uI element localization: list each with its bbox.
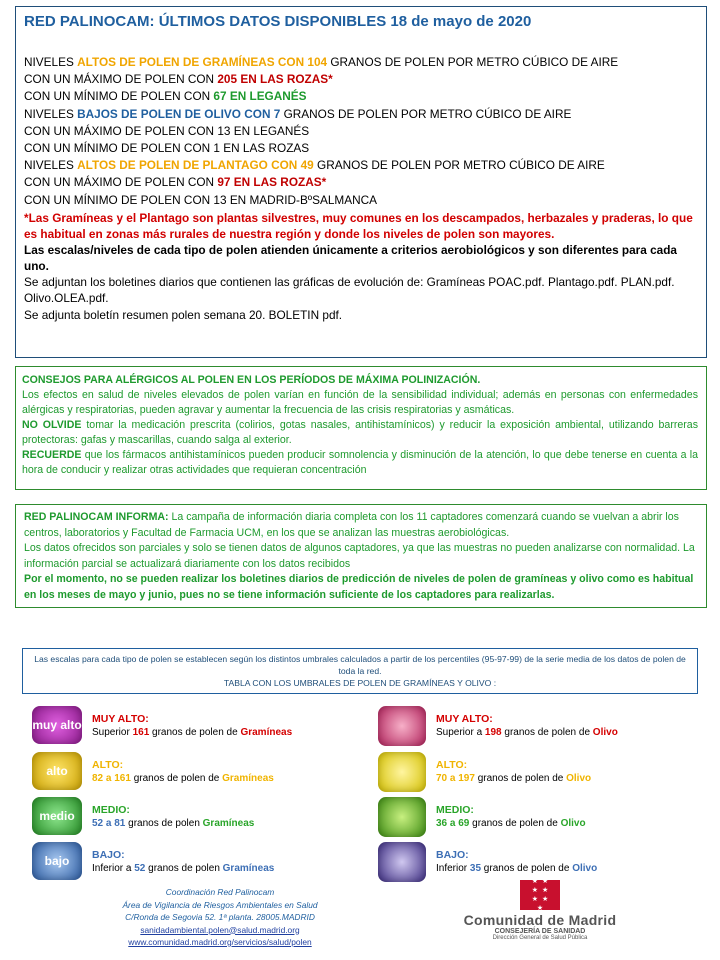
attachments-note: Se adjuntan los boletines diarios que contienen las gráficas de evolución de: Gramíneas POAC.pdf. Plantago.pdf. PLAN.pdf. Olivo.OLEA.pdf.	[24, 274, 675, 306]
level-text	[436, 752, 591, 786]
level-text	[92, 797, 254, 831]
text: CON UN MÍNIMO DE POLEN CON	[24, 89, 214, 104]
num: 82 a 161	[92, 773, 131, 784]
olivo-pollen-alto-icon	[378, 752, 426, 792]
pollen-alto-icon: alto	[32, 752, 82, 790]
text: La campaña de información diaria completa con los 11 captadores comenzará cuando se vuelvan a abrir los centros, laboratorios y Facultad de Farmacia UCM, en los que se analizan las muestras aerobiológicas.	[24, 511, 679, 539]
label: NO OLVIDE	[22, 419, 82, 431]
pollen-muy-alto-icon: muy alto	[32, 706, 82, 744]
info-paragraph	[24, 510, 698, 541]
t: granos de polen	[125, 818, 203, 829]
num: 35	[469, 863, 482, 874]
text: tomar la medicación prescrita (colirios, gotas nasales, antihistamínicos) y reducir la exposición ambiental, utilizando barreras protectoras: gafas y mascarillas, cuando salga al exterior.	[22, 419, 698, 446]
footer-line: Coordinación Red Palinocam	[165, 887, 275, 897]
advice-heading: CONSEJOS PARA ALÉRGICOS AL POLEN EN LOS PERÍODOS DE MÁXIMA POLINIZACIÓN.	[22, 374, 481, 386]
level-text	[436, 842, 597, 876]
plantago-min-line: CON UN MÍNIMO DE POLEN CON 13 EN MADRID-BºSALMANCA	[24, 192, 378, 207]
level-text	[92, 706, 292, 740]
olivo-min-line: CON UN MÍNIMO DE POLEN CON 1 EN LAS ROZAS	[24, 141, 310, 156]
t: Inferior a	[92, 863, 135, 874]
plant: Olivo	[572, 863, 598, 874]
highlight: ALTOS DE POLEN DE GRAMÍNEAS CON 104	[77, 55, 328, 69]
thresholds-text: Las escalas para cada tipo de polen se establecen según los distintos umbrales calculados a partir de los percentiles (95-97-99) de la serie media de los datos de polen de toda la red.	[34, 654, 686, 676]
allergy-advice-box	[15, 366, 707, 490]
num: 161	[132, 727, 150, 738]
logo-sub: CONSEJERÍA DE SANIDAD	[494, 928, 586, 935]
advice-paragraph	[22, 418, 698, 448]
olivo-level-line	[24, 106, 696, 123]
label: RECUERDE	[22, 449, 82, 461]
text: CON UN MÁXIMO DE POLEN CON	[24, 175, 218, 190]
highlight: 205 EN LAS ROZAS*	[217, 72, 333, 87]
text: que los fármacos antihistamínicos pueden producir somnolencia y disminución de la atención, lo que debe tenerse en cuenta a la hora de conducir y realizar otras actividades que requieran concentración	[22, 449, 698, 476]
t: granos de polen	[145, 863, 223, 874]
thresholds-note-box	[22, 648, 698, 694]
highlight: 97 EN LAS ROZAS*	[217, 175, 327, 190]
t: granos de polen de	[469, 818, 561, 829]
pollen-medio-icon: medio	[32, 797, 82, 835]
level-desc	[436, 817, 586, 831]
text: NIVELES	[24, 55, 78, 69]
level-title: BAJO:	[92, 849, 125, 861]
gram-level-alto	[32, 752, 274, 790]
t: granos de polen de	[501, 727, 593, 738]
level-text	[92, 752, 274, 786]
logo-name: Comunidad de Madrid	[463, 912, 617, 928]
plantago-max-line	[24, 174, 696, 191]
num: 70 a 197	[436, 773, 475, 784]
plant: Gramíneas	[202, 818, 255, 829]
olivo-level-bajo	[378, 842, 597, 882]
olivo-max-line: CON UN MÁXIMO DE POLEN CON 13 EN LEGANÉS	[24, 123, 310, 138]
plant: Gramíneas	[222, 863, 275, 874]
text: NIVELES	[24, 106, 78, 121]
plant: Olivo	[560, 818, 586, 829]
level-title: ALTO:	[92, 759, 124, 771]
t: granos de polen de	[474, 773, 567, 784]
comunidad-madrid-logo	[430, 880, 650, 941]
highlight: BAJOS DE POLEN DE OLIVO CON 7	[77, 106, 281, 121]
num: 36 a 69	[436, 818, 470, 829]
text: GRANOS DE POLEN POR METRO CÚBICO DE AIRE	[280, 106, 572, 121]
footer-line: Área de Vigilancia de Riesgos Ambientales en Salud	[122, 899, 318, 910]
level-desc	[92, 726, 292, 740]
footer-line: C/Ronda de Segovia 52. 1ª planta. 28005.MADRID	[125, 912, 315, 922]
gram-level-medio	[32, 797, 254, 835]
level-title: MUY ALTO:	[436, 713, 493, 725]
website-link[interactable]: www.comunidad.madrid.org/servicios/salud/polen	[128, 937, 312, 947]
level-title: MUY ALTO:	[92, 713, 149, 725]
olivo-level-muy-alto	[378, 706, 618, 746]
gram-level-bajo	[32, 842, 274, 880]
label: RED PALINOCAM INFORMA:	[24, 511, 169, 523]
gramineas-max-line	[24, 71, 696, 88]
contact-footer	[110, 886, 330, 949]
level-desc	[436, 772, 591, 786]
madrid-flag-icon: ★ ★ ★ ★ ★ ★ ★	[520, 880, 560, 910]
level-text	[436, 797, 586, 831]
t: granos de polen de	[149, 727, 241, 738]
advice-paragraph	[22, 448, 698, 478]
plantago-level-line	[24, 157, 696, 174]
olivo-pollen-muy-alto-icon	[378, 706, 426, 746]
plant: Gramíneas	[222, 773, 274, 784]
level-title: BAJO:	[436, 849, 469, 861]
level-desc	[436, 862, 597, 876]
t: granos de polen de	[130, 773, 223, 784]
plant: Gramíneas	[240, 727, 293, 738]
t: Inferior	[436, 863, 470, 874]
gramineas-min-line	[24, 88, 696, 105]
level-title: ALTO:	[436, 759, 468, 771]
olivo-level-alto	[378, 752, 591, 792]
level-desc	[92, 772, 274, 786]
level-title: MEDIO:	[92, 804, 130, 816]
t: Superior	[92, 727, 133, 738]
scales-note: Las escalas/niveles de cada tipo de polen atienden únicamente a criterios aerobiológicos y son diferentes para cada uno.	[24, 242, 677, 273]
olivo-pollen-bajo-icon	[378, 842, 426, 882]
gram-level-muy-alto	[32, 706, 292, 744]
highlight: 67 EN LEGANÉS	[213, 89, 307, 104]
logo-sub: Dirección General de Salud Pública	[492, 935, 588, 941]
t: Superior a	[436, 727, 485, 738]
text: CON UN MÁXIMO DE POLEN CON	[24, 72, 218, 87]
level-desc	[92, 862, 274, 876]
wild-plants-note: *Las Gramíneas y el Plantago son plantas silvestres, muy comunes en los descampados, herbazales y praderas, lo que es habitual en zonas más rurales de nuestra región y donde los niveles de polen son mayores.	[24, 210, 693, 241]
plant: Olivo	[566, 773, 592, 784]
gramineas-level-line	[24, 54, 696, 71]
num: 198	[484, 727, 502, 738]
pollen-bajo-icon: bajo	[32, 842, 82, 880]
email-link[interactable]: sanidadambiental.polen@salud.madrid.org	[140, 924, 300, 935]
t: granos de polen de	[481, 863, 573, 874]
advice-paragraph: Los efectos en salud de niveles elevados de polen varían en función de la sensibilidad individual; además en personas con enfermedades alérgicas y respiratorias, pueden agravar y aumentar la frecuencia de las crisis respiratorias y asmáticas.	[22, 389, 698, 416]
info-paragraph: Los datos ofrecidos son parciales y solo se tienen datos de algunos captadores, ya que las muestras no pueden analizarse con normalidad. La información parcial se actualizará diariamente con los datos recibidos	[24, 542, 695, 570]
olivo-level-medio	[378, 797, 586, 837]
page-title: RED PALINOCAM: ÚLTIMOS DATOS DISPONIBLES 18 de mayo de 2020	[24, 13, 532, 30]
olivo-pollen-medio-icon	[378, 797, 426, 837]
text: GRANOS DE POLEN POR METRO CÚBICO DE AIRE	[327, 55, 619, 69]
num: 52	[134, 863, 146, 874]
level-title: MEDIO:	[436, 804, 474, 816]
thresholds-table-title: TABLA CON LOS UMBRALES DE POLEN DE GRAMÍNEAS Y OLIVO :	[223, 678, 497, 688]
latest-data-box	[15, 6, 707, 358]
level-desc	[436, 726, 618, 740]
highlight: ALTOS DE POLEN DE PLANTAGO CON 49	[77, 158, 314, 173]
text: GRANOS DE POLEN POR METRO CÚBICO DE AIRE	[313, 158, 605, 173]
plant: Olivo	[592, 727, 618, 738]
num: 52 a 81	[92, 818, 126, 829]
info-paragraph: Por el momento, no se pueden realizar los boletines diarios de predicción de niveles de polen de gramíneas y olivo como es habitual en los meses de mayo y junio, pues no se tiene información suficiente de los captadores para realizarlas.	[24, 573, 694, 601]
text: NIVELES	[24, 158, 78, 173]
level-text	[436, 706, 618, 740]
level-desc	[92, 817, 254, 831]
palinocam-info-box	[15, 504, 707, 608]
level-text	[92, 842, 274, 876]
weekly-summary-note: Se adjunta boletín resumen polen semana 20. BOLETIN pdf.	[24, 307, 343, 322]
